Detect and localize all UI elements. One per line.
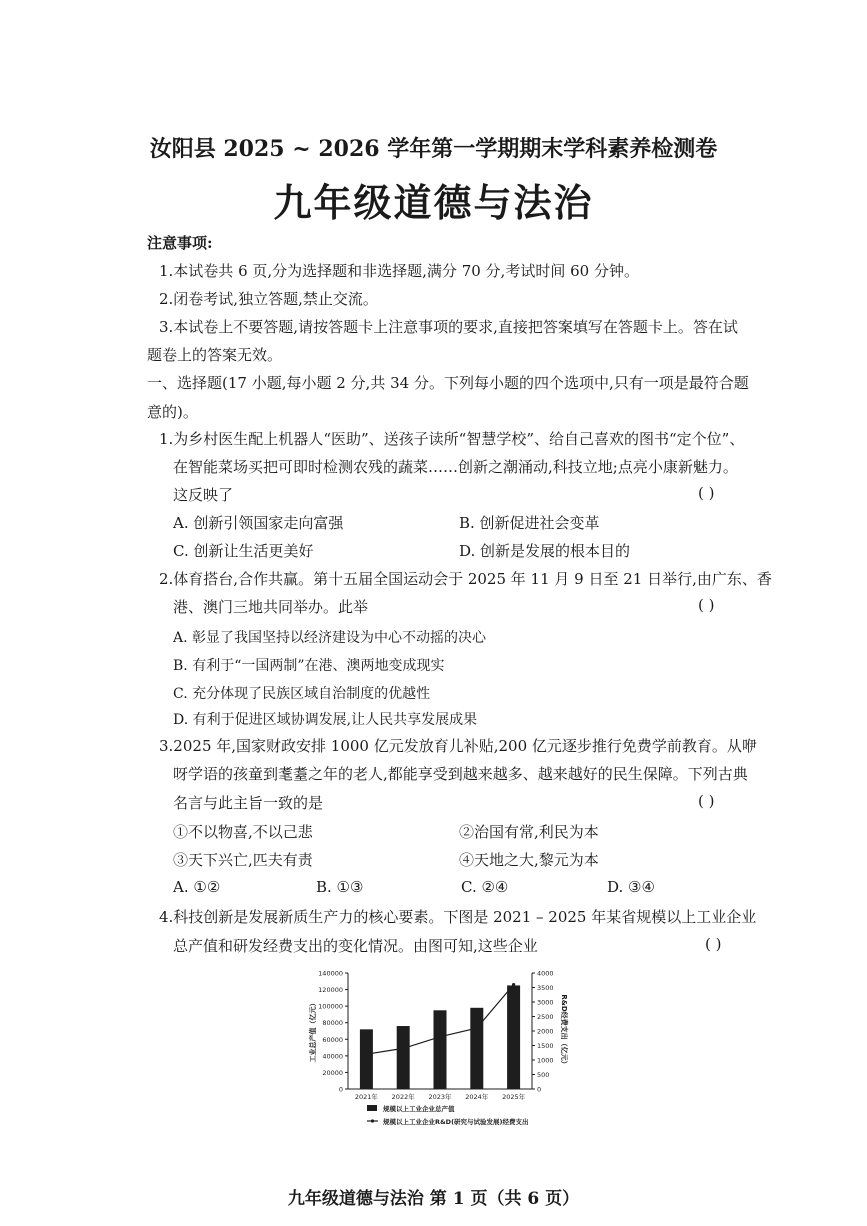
x-tick-label: 2021年 xyxy=(354,1093,378,1101)
choice-item: ③天下兴亡,匹夫有责 xyxy=(173,851,313,869)
option: C. 创新让生活更美好 xyxy=(173,542,314,560)
option: C. ②④ xyxy=(461,878,509,896)
question-text: 呀学语的孩童到耄耋之年的老人,都能享受到越来越多、越来越好的民生保障。下列古典 xyxy=(173,765,748,783)
y-tick-label-left: 80000 xyxy=(322,1019,343,1028)
answer-paren: ( ) xyxy=(698,596,715,614)
x-tick-label: 2024年 xyxy=(465,1093,489,1101)
question-text: 在智能菜场买把可即时检测农残的蔬菜……创新之潮涌动,科技立地;点亮小康新魅力。 xyxy=(173,458,738,476)
y-tick-label-right: 3000 xyxy=(537,998,554,1007)
x-tick-label: 2022年 xyxy=(391,1093,415,1101)
y-tick-label-left: 40000 xyxy=(322,1052,343,1061)
note-item: 题卷上的答案无效。 xyxy=(147,346,283,364)
y-tick-label-right: 1000 xyxy=(537,1056,554,1065)
notes-heading: 注意事项: xyxy=(147,234,213,252)
choice-item: ④天地之大,黎元为本 xyxy=(459,851,599,869)
bar xyxy=(434,1010,447,1089)
option: B. 创新促进社会变革 xyxy=(459,514,600,532)
y-axis-title-right: R&D经费支出（亿元） xyxy=(560,994,568,1068)
answer-paren: ( ) xyxy=(698,792,715,810)
option: A. 创新引领国家走向富强 xyxy=(173,514,344,532)
rd-point xyxy=(402,1047,405,1050)
exam-title: 汝阳县 2025 ~ 2026 学年第一学期期末学科素养检测卷 xyxy=(149,136,718,162)
y-tick-label-right: 500 xyxy=(537,1071,550,1079)
x-tick-label: 2023年 xyxy=(428,1093,452,1101)
note-item: 1.本试卷共 6 页,分为选择题和非选择题,满分 70 分,考试时间 60 分钟。 xyxy=(159,262,639,280)
x-tick-label: 2025年 xyxy=(502,1093,526,1101)
option: B. 有利于“一国两制”在港、澳两地变成现实 xyxy=(173,658,445,674)
y-tick-label-left: 120000 xyxy=(318,986,343,995)
y-axis-title-left: 工业总产值（亿元） xyxy=(309,999,317,1063)
y-tick-label-left: 140000 xyxy=(318,969,343,978)
rd-line xyxy=(366,985,513,1055)
question-text: 港、澳门三地共同举办。此举 xyxy=(173,598,369,616)
y-tick-label-left: 20000 xyxy=(322,1068,343,1077)
rd-point xyxy=(438,1035,441,1038)
legend-line-label: 规模以上工业企业R&D(研究与试验发展)经费支出 xyxy=(383,1118,529,1126)
bar xyxy=(470,1008,483,1089)
y-tick-label-right: 2000 xyxy=(537,1027,554,1036)
question-text: 1.为乡村医生配上机器人“医助”、送孩子读所“智慧学校”、给自己喜欢的图书“定个位”、 xyxy=(159,430,745,448)
question-text: 4.科技创新是发展新质生产力的核心要素。下图是 2021 – 2025 年某省规模以上工业企业 xyxy=(159,908,757,926)
legend-bar-swatch xyxy=(367,1105,377,1111)
choice-item: ②治国有常,利民为本 xyxy=(459,823,599,841)
rd-point xyxy=(475,1027,478,1030)
y-tick-label-left: 100000 xyxy=(318,1002,343,1011)
rd-point xyxy=(512,983,515,986)
y-tick-label-right: 2500 xyxy=(537,1013,554,1021)
question-text: 2.体育搭台,合作共赢。第十五届全国运动会于 2025 年 11 月 9 日至 21 日举行,由广东、香 xyxy=(159,570,772,588)
question-text: 名言与此主旨一致的是 xyxy=(173,794,324,812)
section-heading: 意的)。 xyxy=(147,403,198,421)
rd-point xyxy=(365,1053,368,1056)
y-tick-label-left: 0 xyxy=(338,1085,343,1094)
option: A. 彰显了我国坚持以经济建设为中心不动摇的决心 xyxy=(173,630,487,646)
y-tick-label-right: 1500 xyxy=(537,1042,554,1050)
question-text: 3.2025 年,国家财政安排 1000 亿元发放育儿补贴,200 亿元逐步推行免费学前教育。从咿 xyxy=(159,737,757,755)
option: D. 有利于促进区域协调发展,让人民共享发展成果 xyxy=(173,712,478,728)
bar xyxy=(360,1029,373,1089)
option: D. ③④ xyxy=(607,878,655,896)
y-tick-label-right: 0 xyxy=(537,1085,542,1094)
section-heading: 一、选择题(17 小题,每小题 2 分,共 34 分。下列每小题的四个选项中,只有一项是最符合题 xyxy=(147,374,749,392)
choice-item: ①不以物喜,不以己悲 xyxy=(173,823,313,841)
option: D. 创新是发展的根本目的 xyxy=(459,542,631,560)
answer-paren: ( ) xyxy=(705,935,722,953)
note-item: 3.本试卷上不要答题,请按答题卡上注意事项的要求,直接把答案填写在答题卡上。答在试 xyxy=(159,318,738,336)
y-tick-label-right: 3500 xyxy=(537,984,554,992)
bar xyxy=(397,1026,410,1089)
question-text: 这反映了 xyxy=(173,486,234,504)
subject-title: 九年级道德与法治 xyxy=(273,180,594,225)
legend-line-marker xyxy=(371,1119,374,1122)
legend-bar-label: 规模以上工业企业总产值 xyxy=(383,1105,455,1113)
note-item: 2.闭卷考试,独立答题,禁止交流。 xyxy=(159,290,378,308)
question-text: 总产值和研发经费支出的变化情况。由图可知,这些企业 xyxy=(173,937,538,955)
bar xyxy=(507,985,520,1089)
answer-paren: ( ) xyxy=(698,484,715,502)
option: C. 充分体现了民族区域自治制度的优越性 xyxy=(173,686,431,702)
y-tick-label-left: 60000 xyxy=(322,1035,343,1044)
option: B. ①③ xyxy=(316,878,364,896)
page-footer: 九年级道德与法治 第 1 页（共 6 页） xyxy=(287,1189,580,1209)
option: A. ①② xyxy=(173,878,221,896)
y-tick-label-right: 4000 xyxy=(537,969,554,978)
